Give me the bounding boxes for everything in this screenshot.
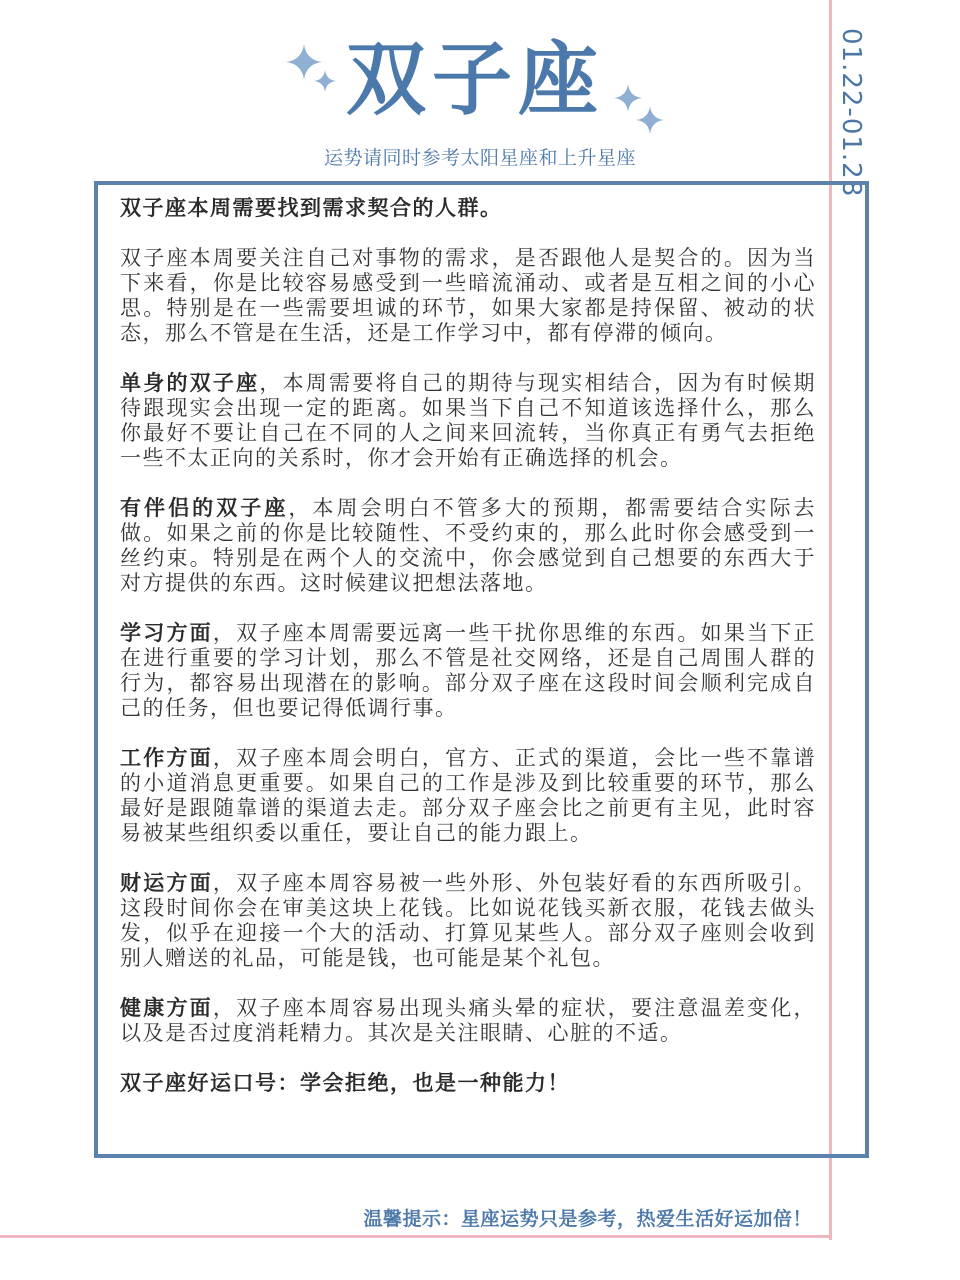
sparkle-icon: [314, 70, 336, 92]
section-health: 健康方面，双子座本周容易出现头痛头晕的症状，要注意温差变化，以及是否过度消耗精力。其次是关注眼睛、心脏的不适。: [120, 996, 817, 1045]
slogan: 双子座好运口号：学会拒绝，也是一种能力！: [120, 1071, 570, 1095]
headline: 双子座本周需要找到需求契合的人群。: [120, 196, 503, 220]
date-range: 01.22-01.28: [836, 28, 866, 198]
section-label: 财运方面: [120, 871, 213, 895]
section-label: 健康方面: [120, 996, 213, 1020]
intro-paragraph: 双子座本周要关注自己对事物的需求，是否跟他人是契合的。因为当下来看，你是比较容易感受到一些暗流涌动、或者是互相之间的小心思。特别是在一些需要坦诚的环节，如果大家都是持保留、被动的状态，那么不管是在生活，还是工作学习中，都有停滞的倾向。: [120, 246, 816, 345]
footer-tip: 温馨提示：星座运势只是参考，热爱生活好运加倍！: [363, 1208, 812, 1230]
subtitle: 运势请同时参考太阳星座和上升星座: [323, 147, 636, 169]
section-work: 工作方面，双子座本周会明白，官方、正式的渠道，会比一些不靠谱的小道消息更重要。如果自己的工作是涉及到比较重要的环节，那么最好是跟随靠谱的渠道去走。部分双子座会比之前更有主见，此时容易被某些组织委以重任，要让自己的能力跟上。: [120, 746, 817, 845]
pink-horizontal-line: [0, 1235, 832, 1238]
sparkle-icon: [636, 106, 664, 134]
section-study: 学习方面，双子座本周需要远离一些干扰你思维的东西。如果当下正在进行重要的学习计划，那么不管是社交网络，还是自己周围人群的行为，都容易出现潜在的影响。部分双子座在这段时间会顺利完成自己的任务，但也要记得低调行事。: [120, 621, 817, 720]
section-label: 有伴侣的双子座: [120, 496, 289, 520]
section-single: 单身的双子座，本周需要将自己的期待与现实相结合，因为有时候期待跟现实会出现一定的距离。如果当下自己不知道该选择什么，那么你最好不要让自己在不同的人之间来回流转，当你真正有勇气去拒绝一些不太正向的关系时，你才会开始有正确选择的机会。: [120, 371, 817, 470]
horoscope-content: [120, 196, 816, 1121]
section-label: 学习方面: [120, 621, 213, 645]
section-label: 单身的双子座: [120, 371, 260, 395]
section-label: 工作方面: [120, 746, 213, 770]
page-title: 双子座: [346, 33, 604, 126]
section-couple: 有伴侣的双子座，本周会明白不管多大的预期，都需要结合实际去做。如果之前的你是比较随性、不受约束的，那么此时你会感受到一丝约束。特别是在两个人的交流中，你会感觉到自己想要的东西大于对方提供的东西。这时候建议把想法落地。: [120, 496, 816, 595]
section-wealth: 财运方面，双子座本周容易被一些外形、外包装好看的东西所吸引。这段时间你会在审美这块上花钱。比如说花钱买新衣服，花钱去做头发，似乎在迎接一个大的活动、打算见某些人。部分双子座则会收到别人赠送的礼品，可能是钱，也可能是某个礼包。: [120, 871, 817, 970]
